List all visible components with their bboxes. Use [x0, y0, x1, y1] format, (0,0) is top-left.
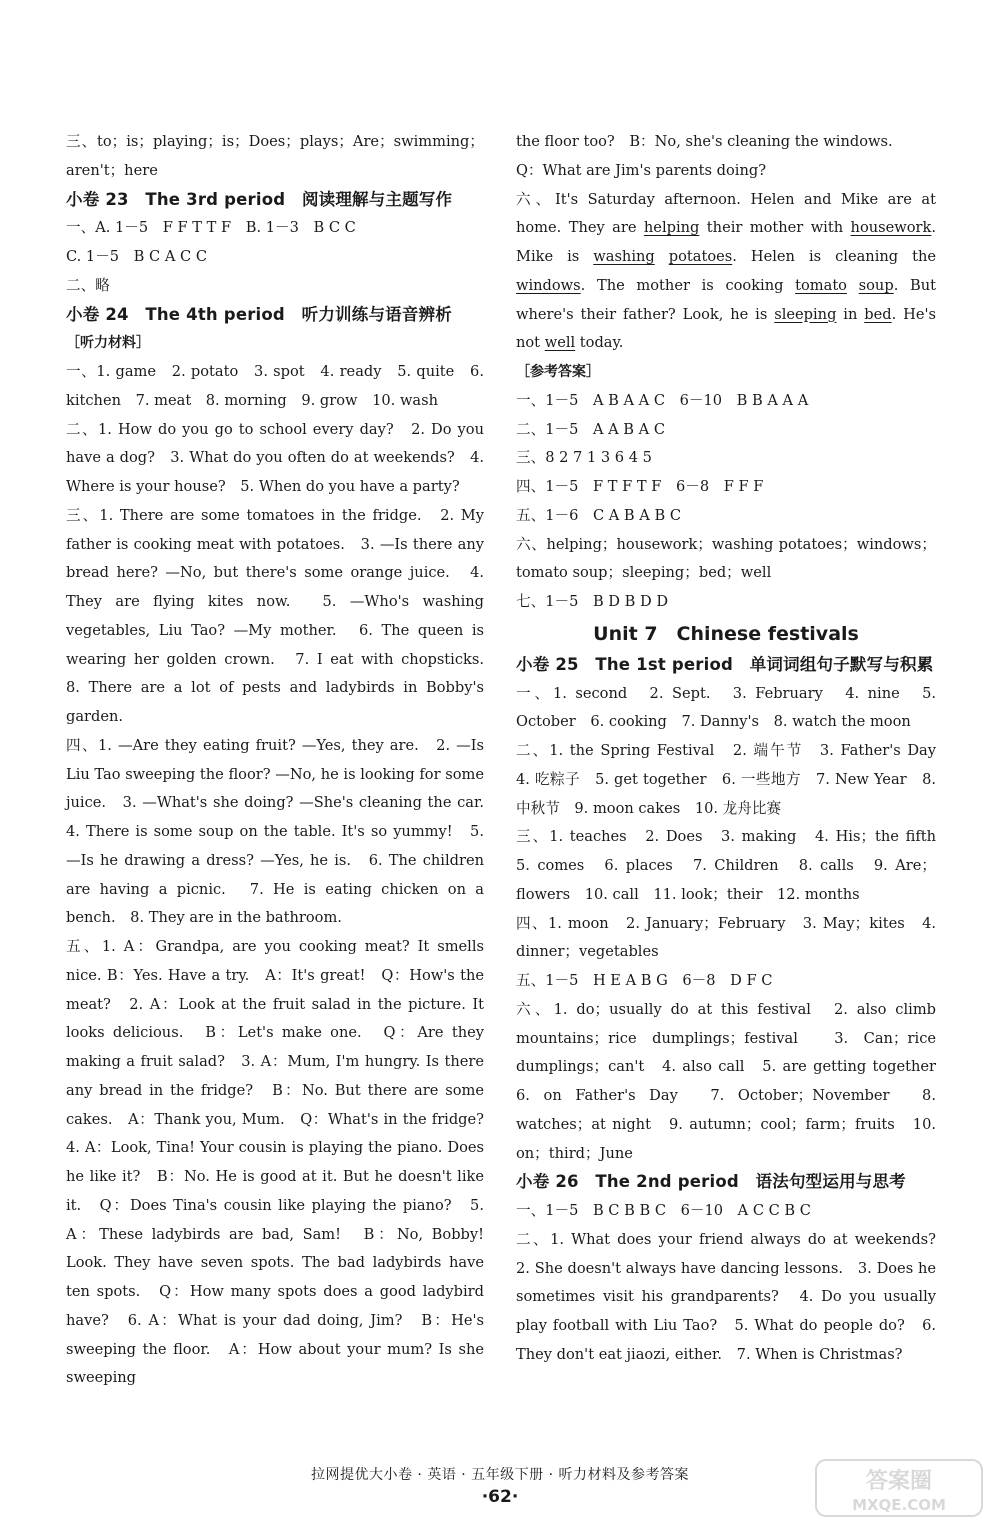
page-number: ·62· — [481, 1487, 519, 1507]
watermark-bottom-text: MXQE.COM — [852, 1496, 946, 1514]
answer-paragraph: 三、1. teaches 2. Does 3. making 4. His；the fifth 5. comes 6. places 7. Children 8. calls 9. Are；flowers 10. call 11. look；their 12. months — [516, 828, 951, 903]
reference-answer-label: ［参考答案］ — [516, 364, 600, 380]
answer-line: 五、1－5 H E A B G 6－8 D F C — [516, 972, 773, 989]
answer-line: 一、A. 1－5 F F T T F B. 1－3 B C C — [66, 219, 356, 237]
answer-line: 二、1－5 A A B A C — [516, 420, 666, 438]
answer-line: 一、1－5 B C B B C 6－10 A C C B C — [516, 1202, 811, 1219]
watermark-top-text: 答案圈 — [865, 1469, 933, 1494]
cloze-answer: soup — [858, 276, 894, 294]
cloze-answer: tomato — [795, 276, 847, 294]
answer-paragraph: 五、1. A：Grandpa, are you cooking meat? It smells nice. B：Yes. Have a try. A：It's great! Q：How's the meat? 2. A：Look at the fruit salad in the picture. It looks delicious. B：Let's make one. Q：Are they making a fruit salad? 3. A：Mum, I'm hungry. Is there any bread in the fridge? B：No. But there are some cakes. A：Thank you, Mum. Q：What's in the fridge? 4. A：Look, Tina! Your cousin is playing the piano. Does he like it? B：No. He is good at it. But he doesn't like it. Q：Does Tina's cousin like playing the piano? 5. A：These ladybirds are bad, Sam! B：No, Bobby! Look. They have seven spots. The bad ladybirds have ten spots. Q：How many spots does a good ladybird have? 6. A：What is your dad doing, Jim? B：He's sweeping the floor. A：How about your mum? Is she sweeping — [66, 938, 499, 1387]
cloze-answer: helping — [643, 219, 700, 237]
cloze-answer: housework — [850, 219, 932, 237]
cloze-passage: 六、It's Saturday afternoon. Helen and Mike are at home. They are helping their mother with housework. Mike is washing potatoes. Helen is cleaning the windows. The mother is cooking tomato soup. But where's their father? Look, he is sleeping in bed. He's not well today. — [516, 190, 936, 352]
answer-line: 一、1－5 A B A A C 6－10 B B A A A — [516, 391, 809, 409]
answer-paragraph: 一、1. second 2. Sept. 3. February 4. nine 5. October 6. cooking 7. Danny's 8. watch the moon — [516, 684, 936, 731]
answer-line: 五、1－6 C A B A B C — [516, 506, 681, 524]
right-column — [516, 128, 951, 1370]
cloze-answer: windows — [516, 276, 581, 294]
answer-line: 四、1－5 F T F T F 6－8 F F F — [516, 478, 764, 495]
answer-line: 二、略 — [66, 276, 110, 294]
answer-line: 七、1－5 B D B D D — [516, 593, 669, 610]
section-heading-24: 小卷 24 The 4th period 听力训练与语音辨析 — [66, 304, 452, 324]
listening-material-label: ［听力材料］ — [66, 335, 150, 352]
answer-paragraph: 四、1. —Are they eating fruit? —Yes, they are. 2. —Is Liu Tao sweeping the floor? —No, he is looking for some juice. 3. —What's she doing? —She's cleaning the car. 4. There is some soup on the table. It's so yummy! 5. —Is he drawing a dress? —Yes, he is. 6. The children are having a picnic. 7. He is eating chicken on a bench. 8. They are in the bathroom. — [66, 736, 499, 927]
answer-paragraph: 二、1. What does your friend always do at weekends? 2. She doesn't always have dancing lessons. 3. Does he sometimes visit his grandparents? 4. Do you usually play football with Liu Tao? 5. What do people do? 6. They don't eat jiaozi, either. 7. When is Christmas? — [516, 1230, 951, 1363]
answer-line: Q：What are Jim's parents doing? — [516, 161, 767, 179]
cloze-answer: sleeping — [774, 305, 837, 323]
left-column — [66, 128, 499, 1393]
cloze-answer: well — [544, 334, 576, 352]
answer-line: 三、8 2 7 1 3 6 4 5 — [516, 449, 652, 467]
section-heading-23: 小卷 23 The 3rd period 阅读理解与主题写作 — [66, 189, 453, 209]
cloze-answer: potatoes — [668, 248, 733, 265]
answer-line: C. 1－5 B C A C C — [66, 248, 207, 265]
answer-line: the floor too? B：No, she's cleaning the windows. — [516, 133, 893, 150]
answer-line: 六、helping；housework；washing potatoes；windows；tomato soup；sleeping；bed；well — [516, 535, 936, 582]
cloze-answer: washing — [593, 248, 655, 265]
section-heading-26: 小卷 26 The 2nd period 语法句型运用与思考 — [516, 1172, 906, 1192]
answer-paragraph: 三、1. There are some tomatoes in the fridge. 2. My father is cooking meat with potatoes. 3. —Is there any bread here? —No, but there's some orange juice. 4. They are flying kites now. 5. —Who's washing vegetables, Liu Tao? —My mother. 6. The queen is wearing her golden crown. 7. I eat with chopsticks. 8. There are a lot of pests and ladybirds in Bobby's garden. — [66, 506, 499, 725]
footer-title: 拉网提优大小卷 · 英语 · 五年级下册 · 听力材料及参考答案 — [310, 1467, 690, 1483]
answer-paragraph: 一、1. game 2. potato 3. spot 4. ready 5. quite 6. kitchen 7. meat 8. morning 9. grow 10. wash — [66, 363, 484, 409]
answer-paragraph: 二、1. How do you go to school every day? 2. Do you have a dog? 3. What do you often do at weekends? 4. Where is your house? 5. When do you have a party? — [66, 420, 484, 495]
answer-paragraph: 四、1. moon 2. January；February 3. May；kites 4. dinner；vegetables — [516, 914, 936, 961]
unit-title: Unit 7 Chinese festivals — [593, 622, 859, 645]
answer-line: 三、to；is；playing；is；Does；plays；Are；swimming；aren't；here — [66, 133, 484, 179]
cloze-answer: bed — [864, 305, 892, 323]
answer-paragraph: 二、1. the Spring Festival 2. 端午节 3. Father's Day 4. 吃粽子 5. get together 6. 一些地方 7. New Year 8. 中秋节 9. moon cakes 10. 龙舟比赛 — [516, 742, 951, 817]
answer-paragraph: 六、1. do；usually do at this festival 2. also climb mountains；rice dumplings；festival 3. Can；rice dumplings；can't 4. also call 5. are getting together 6. on Father's Day 7. October；November 8. watches；at night 9. autumn；cool；farm；fruits 10. on；third；June — [516, 1000, 951, 1162]
section-heading-25: 小卷 25 The 1st period 单词词组句子默写与积累 — [516, 654, 934, 674]
watermark-logo — [814, 1458, 984, 1518]
